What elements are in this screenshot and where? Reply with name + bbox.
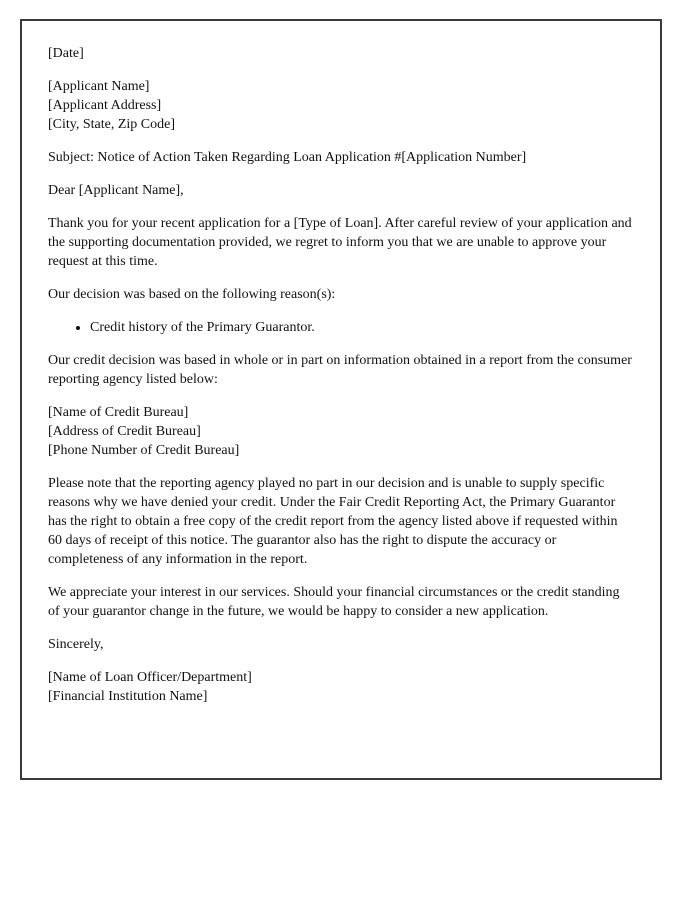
credit-decision-paragraph: Our credit decision was based in whole or in part on information obtained in a report from the consumer reporting agency listed below: <box>48 353 632 387</box>
recipient-block <box>48 77 634 134</box>
closing: Sincerely, <box>48 637 104 652</box>
date-line: [Date] <box>48 46 84 61</box>
signature-institution-line: [Financial Institution Name] <box>48 689 208 704</box>
fcra-paragraph: Please note that the reporting agency played no part in our decision and is unable to supply specific reasons why we have denied your credit. Under the Fair Credit Reporting Act, the Primary Guarantor has the right to obtain a free copy of the credit report from the agency listed above if requested within 60 days of receipt of this notice. The guarantor also has the right to dispute the accuracy or completeness of any information in the report. <box>48 476 618 567</box>
salutation: Dear [Applicant Name], <box>48 183 184 198</box>
bureau-phone-line: [Phone Number of Credit Bureau] <box>48 443 240 458</box>
bureau-block <box>48 403 634 460</box>
decision-reasons-lead: Our decision was based on the following reason(s): <box>48 287 336 302</box>
signature-block <box>48 668 634 706</box>
recipient-address-line: [Applicant Address] <box>48 98 162 113</box>
bureau-address-line: [Address of Credit Bureau] <box>48 424 201 439</box>
signature-officer-line: [Name of Loan Officer/Department] <box>48 670 252 685</box>
goodwill-paragraph: We appreciate your interest in our services. Should your financial circumstances or the credit standing of your guarantor change in the future, we would be happy to consider a new application. <box>48 585 620 619</box>
reason-item: • Credit history of the Primary Guarantor. <box>90 318 634 337</box>
letter-page <box>20 19 662 780</box>
subject-line: Subject: Notice of Action Taken Regarding Loan Application #[Application Number] <box>48 150 527 165</box>
recipient-city-state-zip-line: [City, State, Zip Code] <box>48 117 176 132</box>
recipient-name-line: [Applicant Name] <box>48 79 150 94</box>
bureau-name-line: [Name of Credit Bureau] <box>48 405 189 420</box>
reason-list <box>48 318 634 337</box>
intro-paragraph: Thank you for your recent application for a [Type of Loan]. After careful review of your application and the supporting documentation provided, we regret to inform you that we are unable to approve your request at this time. <box>48 216 632 269</box>
